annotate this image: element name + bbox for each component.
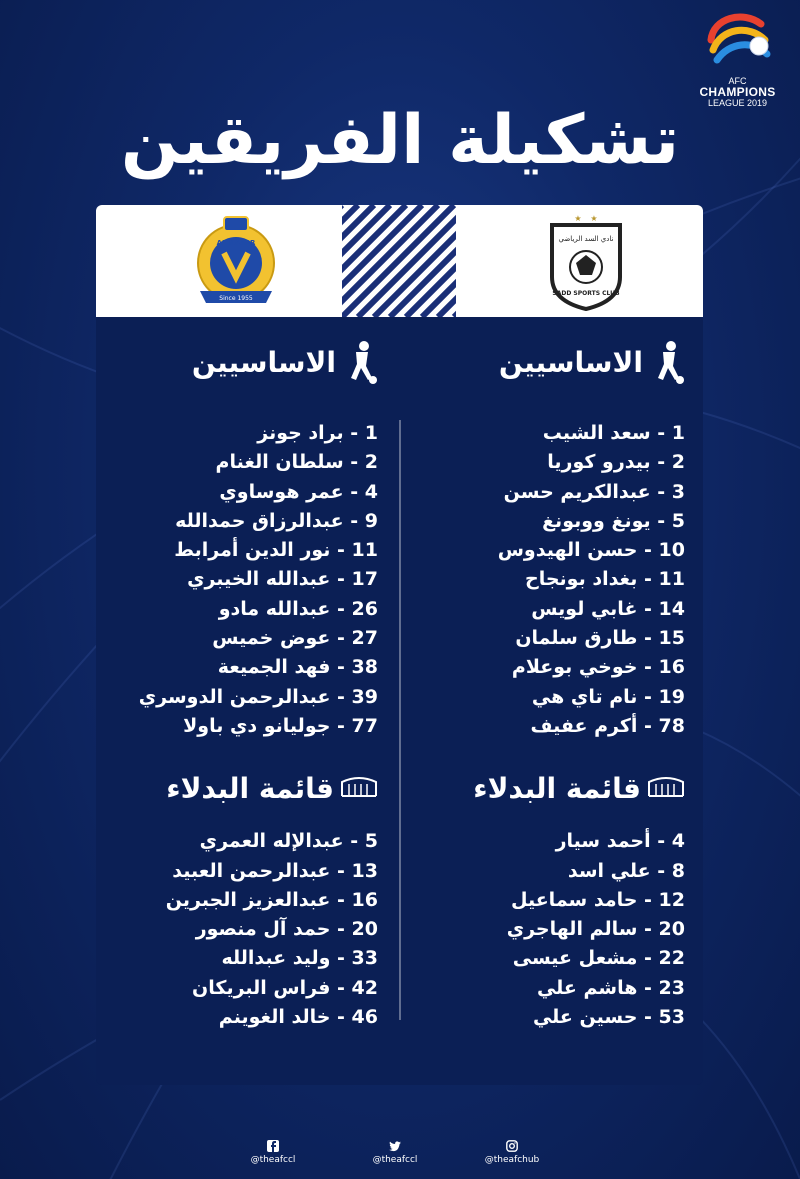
player-separator: -: [637, 627, 659, 650]
diagonal-stripes: [342, 205, 456, 317]
player-separator: -: [330, 627, 352, 650]
starters-list: [385, 419, 685, 741]
player-row: [385, 915, 685, 944]
player-separator: -: [637, 1006, 659, 1029]
player-row: [78, 683, 378, 712]
player-separator: -: [330, 539, 352, 562]
player-number: 33: [351, 947, 378, 970]
player-row: [385, 974, 685, 1003]
starters-header: [385, 335, 685, 389]
player-separator: -: [343, 451, 365, 474]
player-row: [78, 827, 378, 856]
player-row: [385, 653, 685, 682]
starters-label: الاساسيين: [191, 345, 336, 379]
bench-icon: [340, 776, 378, 800]
player-name: حامد سماعيل: [510, 888, 638, 911]
player-row: [385, 944, 685, 973]
subs-list: [385, 827, 685, 1032]
player-row: [385, 886, 685, 915]
al-nassr-crest-icon: [186, 211, 286, 311]
player-separator: -: [650, 859, 672, 882]
player-separator: -: [650, 480, 672, 503]
player-row: [385, 1003, 685, 1032]
player-row: [78, 712, 378, 741]
player-row: [78, 1003, 378, 1032]
player-number: 2: [364, 451, 378, 474]
player-name: نور الدين أمرابط: [174, 539, 331, 562]
player-name: هاشم علي: [536, 976, 638, 999]
player-name: حسن الهيدوس: [497, 539, 638, 562]
player-name: جوليانو دي باولا: [183, 714, 331, 737]
player-number: 5: [671, 509, 685, 532]
starters-header: [78, 335, 378, 389]
player-number: 8: [671, 859, 685, 882]
player-name: طارق سلمان: [515, 627, 638, 650]
player-row: [78, 886, 378, 915]
logo-line-champions: CHAMPIONS: [699, 85, 776, 99]
player-name: بغداد بونجاح: [525, 568, 638, 591]
subs-list: [78, 827, 378, 1032]
player-row: [78, 653, 378, 682]
player-separator: -: [637, 568, 659, 591]
bench-icon: [647, 776, 685, 800]
facebook-handle: @theafccl: [250, 1155, 296, 1165]
player-separator: -: [637, 918, 659, 941]
player-number: 78: [658, 714, 685, 737]
player-separator: -: [330, 568, 352, 591]
crest-left-bottom-text: Since 1955: [219, 295, 253, 302]
player-name: مشعل عيسى: [512, 947, 638, 970]
player-name: أكرم عفيف: [530, 714, 638, 737]
player-separator: -: [330, 1006, 352, 1029]
crest-left-top-text: AL NASSR: [216, 239, 256, 247]
player-number: 39: [351, 685, 378, 708]
player-row: [78, 419, 378, 448]
player-number: 16: [658, 656, 685, 679]
player-row: [78, 565, 378, 594]
player-name: عمر هوساوي: [219, 480, 344, 503]
player-number: 77: [351, 714, 378, 737]
player-name: عوض خميس: [212, 627, 331, 650]
player-row: [385, 624, 685, 653]
player-number: 20: [351, 918, 378, 941]
player-row: [385, 419, 685, 448]
player-separator: -: [637, 888, 659, 911]
player-row: [78, 478, 378, 507]
starters-label: الاساسيين: [498, 345, 643, 379]
player-separator: -: [330, 656, 352, 679]
team-right-lineup: [385, 335, 685, 1032]
subs-header: [78, 761, 378, 815]
player-number: 27: [351, 627, 378, 650]
player-row: [385, 478, 685, 507]
player-number: 4: [364, 480, 378, 503]
player-separator: -: [637, 947, 659, 970]
player-row: [78, 944, 378, 973]
player-number: 9: [364, 509, 378, 532]
player-number: 13: [351, 859, 378, 882]
player-number: 38: [351, 656, 378, 679]
player-separator: -: [650, 422, 672, 444]
player-name: يونغ ووبونغ: [542, 509, 651, 532]
player-separator: -: [650, 509, 672, 532]
player-row: [78, 915, 378, 944]
player-row: [78, 536, 378, 565]
footer-instagram[interactable]: [452, 1140, 572, 1165]
player-number: 53: [658, 1006, 685, 1029]
soccer-player-icon: [342, 340, 378, 384]
soccer-player-icon: [649, 340, 685, 384]
player-name: فراس البريكان: [192, 976, 331, 999]
twitter-handle: @theafccl: [372, 1155, 418, 1165]
svg-text:★: ★: [590, 214, 598, 223]
player-separator: -: [330, 685, 352, 708]
player-number: 15: [658, 627, 685, 650]
player-name: سلطان الغنام: [215, 451, 344, 474]
player-name: نام تاي هي: [531, 685, 638, 708]
player-number: 12: [658, 888, 685, 911]
player-name: سعد الشيب: [542, 422, 651, 444]
player-name: علي اسد: [567, 859, 651, 882]
player-separator: -: [330, 976, 352, 999]
player-number: 1: [671, 422, 685, 444]
player-separator: -: [637, 597, 659, 620]
player-separator: -: [330, 859, 352, 882]
player-name: عبدالإله العمري: [199, 830, 344, 853]
player-number: 42: [351, 976, 378, 999]
crest-right-top-text: نادي السد الرياضي: [558, 235, 614, 243]
player-separator: -: [650, 830, 672, 853]
player-number: 16: [351, 888, 378, 911]
al-sadd-crest-icon: [536, 211, 636, 311]
subs-header: [385, 761, 685, 815]
player-name: فهد الجميعة: [217, 656, 331, 679]
player-separator: -: [637, 685, 659, 708]
player-row: [385, 536, 685, 565]
logo-line-afc: AFC: [728, 76, 747, 86]
player-number: 4: [671, 830, 685, 853]
card-header: [96, 205, 703, 317]
player-name: عبدالرزاق حمدالله: [175, 509, 344, 532]
player-separator: -: [637, 539, 659, 562]
player-number: 46: [351, 1006, 378, 1029]
player-row: [78, 857, 378, 886]
player-name: عبدالعزيز الجبرين: [165, 888, 331, 911]
player-number: 19: [658, 685, 685, 708]
player-name: خالد الغوينم: [218, 1006, 331, 1029]
svg-text:★: ★: [574, 214, 582, 223]
subs-label: قائمة البدلاء: [473, 771, 641, 805]
player-separator: -: [343, 480, 365, 503]
player-number: 1: [364, 422, 378, 444]
player-row: [78, 448, 378, 477]
player-separator: -: [330, 947, 352, 970]
player-row: [78, 624, 378, 653]
player-number: 26: [351, 597, 378, 620]
player-row: [385, 595, 685, 624]
player-number: 5: [364, 830, 378, 853]
player-separator: -: [330, 597, 352, 620]
player-separator: -: [330, 918, 352, 941]
player-separator: -: [343, 422, 365, 444]
player-name: حسين علي: [532, 1006, 638, 1029]
crest-right-bottom-text: SADD SPORTS CLUB: [552, 290, 620, 297]
player-name: غابي لويس: [531, 597, 638, 620]
player-number: 17: [351, 568, 378, 591]
player-row: [78, 974, 378, 1003]
player-name: خوخي بوعلام: [511, 656, 638, 679]
player-number: 3: [671, 480, 685, 503]
starters-list: [78, 419, 378, 741]
player-separator: -: [343, 509, 365, 532]
player-number: 23: [658, 976, 685, 999]
player-name: براد جونز: [257, 422, 344, 444]
player-number: 22: [658, 947, 685, 970]
player-row: [385, 448, 685, 477]
player-separator: -: [330, 714, 352, 737]
player-row: [78, 507, 378, 536]
player-number: 2: [671, 451, 685, 474]
player-separator: -: [637, 714, 659, 737]
player-name: عبدالرحمن العبيد: [172, 859, 331, 882]
twitter-icon: [389, 1140, 401, 1152]
player-row: [385, 712, 685, 741]
logo-line-league: LEAGUE 2019: [707, 98, 768, 108]
player-number: 11: [351, 539, 378, 562]
page-title: تشكيلة الفريقين: [120, 101, 680, 180]
player-name: وليد عبدالله: [221, 947, 331, 970]
instagram-handle: @theafchub: [484, 1155, 540, 1165]
player-name: بيدرو كوريا: [547, 451, 651, 474]
player-separator: -: [330, 888, 352, 911]
facebook-icon: [267, 1140, 279, 1152]
footer-facebook[interactable]: [213, 1140, 333, 1165]
player-number: 20: [658, 918, 685, 941]
player-row: [385, 827, 685, 856]
player-row: [385, 565, 685, 594]
player-separator: -: [637, 976, 659, 999]
player-separator: -: [637, 656, 659, 679]
player-separator: -: [343, 830, 365, 853]
instagram-icon: [506, 1140, 518, 1152]
afc-swirl-icon: [703, 10, 773, 72]
player-separator: -: [650, 451, 672, 474]
team-left-lineup: [78, 335, 378, 1032]
player-name: أحمد سيار: [555, 830, 651, 853]
player-row: [385, 857, 685, 886]
player-row: [78, 595, 378, 624]
player-name: عبدالكريم حسن: [503, 480, 651, 503]
player-row: [385, 683, 685, 712]
footer-twitter[interactable]: [335, 1140, 455, 1165]
subs-label: قائمة البدلاء: [166, 771, 334, 805]
player-number: 11: [658, 568, 685, 591]
player-name: سالم الهاجري: [506, 918, 638, 941]
player-name: عبدالله الخيبري: [187, 568, 331, 591]
player-name: عبدالرحمن الدوسري: [138, 685, 331, 708]
player-name: حمد آل منصور: [195, 918, 331, 941]
player-row: [385, 507, 685, 536]
player-number: 10: [658, 539, 685, 562]
player-number: 14: [658, 597, 685, 620]
player-name: عبدالله مادو: [218, 597, 331, 620]
